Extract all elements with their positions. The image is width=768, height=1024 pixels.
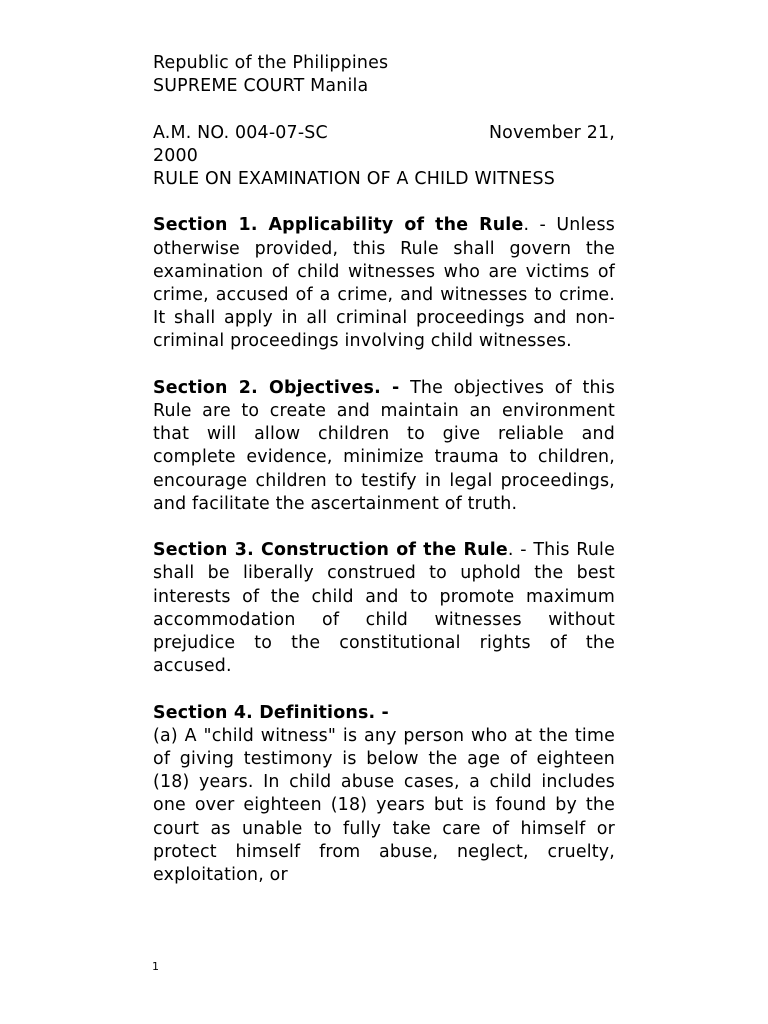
document-page [153, 52, 615, 887]
section-2 [153, 377, 615, 516]
section-2-body: The objectives of this Rule are to create and maintain an environment that will allow children to give reliable and complete evidence, minimize trauma to children, encourage children to testify in legal proceedings, and facilitate the ascertainment of truth. [153, 377, 616, 514]
section-3 [153, 539, 615, 678]
section-4-heading: Section 4. Definitions. - [153, 702, 389, 723]
case-number: A.M. NO. 004-07-SC [153, 122, 328, 143]
section-1-heading: Section 1. Applicability of the Rule [153, 215, 524, 236]
section-1-body: Unless otherwise provided, this Rule shall govern the examination of child witnesses who are victims of crime, accused of a crime, and witnesses to crime. It shall apply in all criminal proceedings and non-criminal proceedings involving child witnesses. [153, 215, 615, 352]
case-year: 2000 [153, 145, 199, 166]
page-number: 1 [152, 960, 159, 973]
section-3-separator: . - [507, 540, 534, 561]
header-republic: Republic of the Philippines [153, 53, 389, 73]
section-4 [153, 702, 615, 725]
section-3-body: This Rule shall be liberally construed to uphold the best interests of the child and to promote maximum accommodation of child witnesses without prejudice to the constitutional rights of the accused. [153, 540, 615, 677]
section-3-heading: Section 3. Construction of the Rule [153, 540, 508, 561]
definition-a: (a) A "child witness" is any person who at the time of giving testimony is below the age of eighteen (18) years. In child abuse cases, a child includes one over eighteen (18) years but is found by the court as unable to fully take care of himself or protect himself from abuse, neglect, cruelty, exploitation, or [153, 725, 615, 886]
case-date: November 21, [488, 122, 615, 143]
section-2-separator [399, 378, 410, 398]
section-2-heading: Section 2. Objectives. - [153, 377, 400, 398]
document-title: RULE ON EXAMINATION OF A CHILD WITNESS [153, 169, 555, 189]
section-1-separator: . - [523, 215, 557, 236]
section-1 [153, 214, 615, 353]
header-supreme-court: SUPREME COURT Manila [153, 76, 369, 97]
case-number-row [153, 122, 615, 145]
